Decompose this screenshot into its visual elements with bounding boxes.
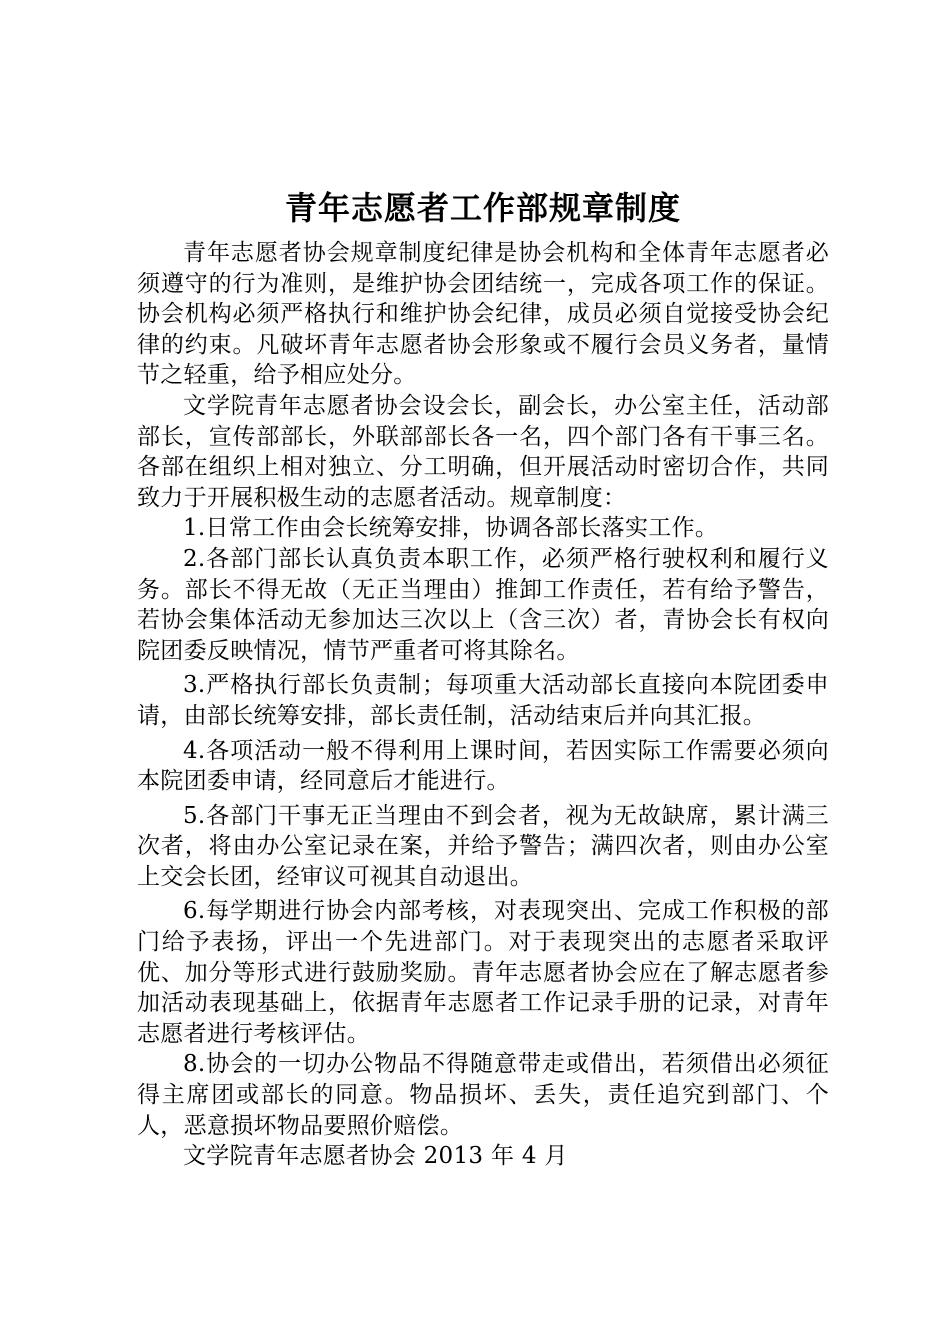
document-title: 青年志愿者工作部规章制度	[284, 189, 681, 227]
document-page	[137, 186, 829, 1172]
rule-2: 2.各部门部长认真负责本职工作，必须严格行驶权利和履行义务。部长不得无故（无正当理由）推卸工作责任，若有给予警告，若协会集体活动无参加达三次以上（含三次）者，青协会长有权向院团委反映情况，情节严重者可将其除名。	[137, 545, 829, 664]
rule-8: 8.协会的一切办公物品不得随意带走或借出，若须借出必须征得主席团或部长的同意。物品损坏、丢失，责任追究到部门、个人，恶意损坏物品要照价赔偿。	[137, 1051, 829, 1139]
rule-5: 5.各部门干事无正当理由不到会者，视为无故缺席，累计满三次者，将由办公室记录在案，并给予警告；满四次者，则由办公室上交会长团，经审议可视其自动退出。	[137, 802, 829, 890]
rule-1: 1.日常工作由会长统筹安排，协调各部长落实工作。	[183, 515, 719, 542]
rule-4: 4.各项活动一般不得利用上课时间，若因实际工作需要必须向本院团委申请，经同意后才能进行。	[137, 737, 829, 795]
signature: 文学院青年志愿者协会 2013 年 4 月	[183, 1143, 568, 1170]
intro-paragraph-2: 文学院青年志愿者协会设会长，副会长，办公室主任，活动部部长，宣传部部长，外联部部长各一名，四个部门各有干事三名。各部在组织上相对独立、分工明确，但开展活动时密切合作，共同致力于开展积极生动的志愿者活动。规章制度：	[137, 392, 829, 511]
intro-paragraph-1: 青年志愿者协会规章制度纪律是协会机构和全体青年志愿者必须遵守的行为准则，是维护协会团结统一，完成各项工作的保证。协会机构必须严格执行和维护协会纪律，成员必须自觉接受协会纪律的约束。凡破坏青年志愿者协会形象或不履行会员义务者，量情节之轻重，给予相应处分。	[137, 240, 829, 389]
rule-3: 3.严格执行部长负责制；每项重大活动部长直接向本院团委申请，由部长统筹安排，部长责任制，活动结束后并向其汇报。	[137, 672, 829, 729]
rule-6: 6.每学期进行协会内部考核，对表现突出、完成工作积极的部门给予表扬，评出一个先进部门。对于表现突出的志愿者采取评优、加分等形式进行鼓励奖励。青年志愿者协会应在了解志愿者参加活动表现基础上，依据青年志愿者工作记录手册的记录，对青年志愿者进行考核评估。	[137, 898, 829, 1047]
